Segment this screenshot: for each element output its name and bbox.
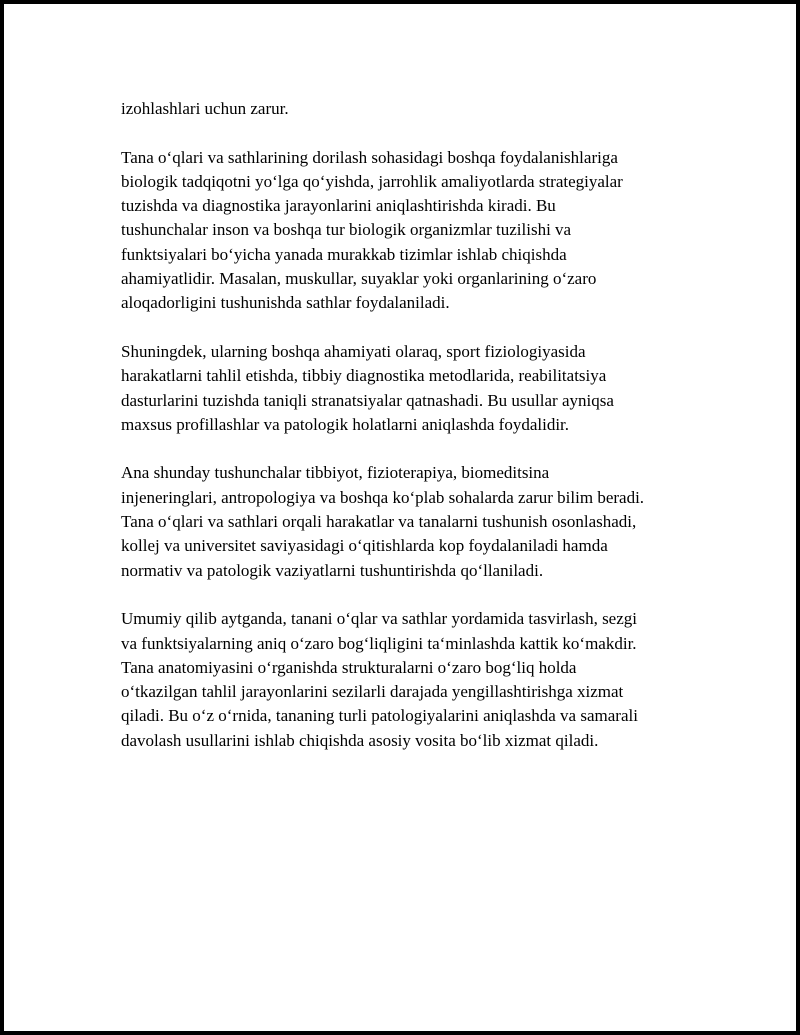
paragraph-3: Shuningdek, ularning boshqa ahamiyati olaraq, sport fiziologiyasida harakatlarni tahlil etishda, tibbiy diagnostika metodlarida, reabilitatsiya dasturlarini tuzishda taniqli stranatsiyalar qatnashadi. Bu usullar ayniqsa maxsus profillashlar va patologik holatlarni aniqlashda foydalidir. [121, 341, 614, 434]
paragraph-4: Ana shunday tushunchalar tibbiyot, fizioterapiya, biomeditsina injeneringlari, antropologiya va boshqa ko‘plab sohalarda zarur bilim beradi. Tana o‘qlari va sathlari orqali harakatlar va tanalarni tushunish osonlashadi, kollej va universitet saviyasidagi o‘qitishlarda kop foydalaniladi hamda normativ va patologik vaziyatlarni tushuntirishda qo‘llaniladi. [121, 463, 645, 580]
paragraph-1: izohlashlari uchun zarur. [121, 99, 289, 118]
document-body [121, 97, 701, 777]
paragraph-2: Tana o‘qlari va sathlarining dorilash sohasidagi boshqa foydalanishlariga biologik tadqiqotni yo‘lga qo‘yishda, jarrohlik amaliyotlarda strategiyalar tuzishda va diagnostika jarayonlarini aniqlashtirishda kiradi. Bu tushunchalar inson va boshqa tur biologik organizmlar tuzilishi va funktsiyalari bo‘yicha yanada murakkab tizimlar ishlab chiqishda ahamiyatlidir. Masalan, muskullar, suyaklar yoki organlarining o‘zaro aloqadorligini tushunishda sathlar foydalaniladi. [121, 147, 623, 313]
paragraph-5: Umumiy qilib aytganda, tanani o‘qlar va sathlar yordamida tasvirlash, sezgi va funktsiyalarning aniq o‘zaro bog‘liqligini ta‘minlashda kattik ko‘makdir. Tana anatomiyasini o‘rganishda strukturalarni o‘zaro bog‘liq holda o‘tkazilgan tahlil jarayonlarini sezilarli darajada yengillashtirishga xizmat qiladi. Bu o‘z o‘rnida, tananing turli patologiyalarini aniqlashda va samarali davolash usullarini ishlab chiqishda asosiy vosita bo‘lib xizmat qiladi. [121, 609, 638, 750]
